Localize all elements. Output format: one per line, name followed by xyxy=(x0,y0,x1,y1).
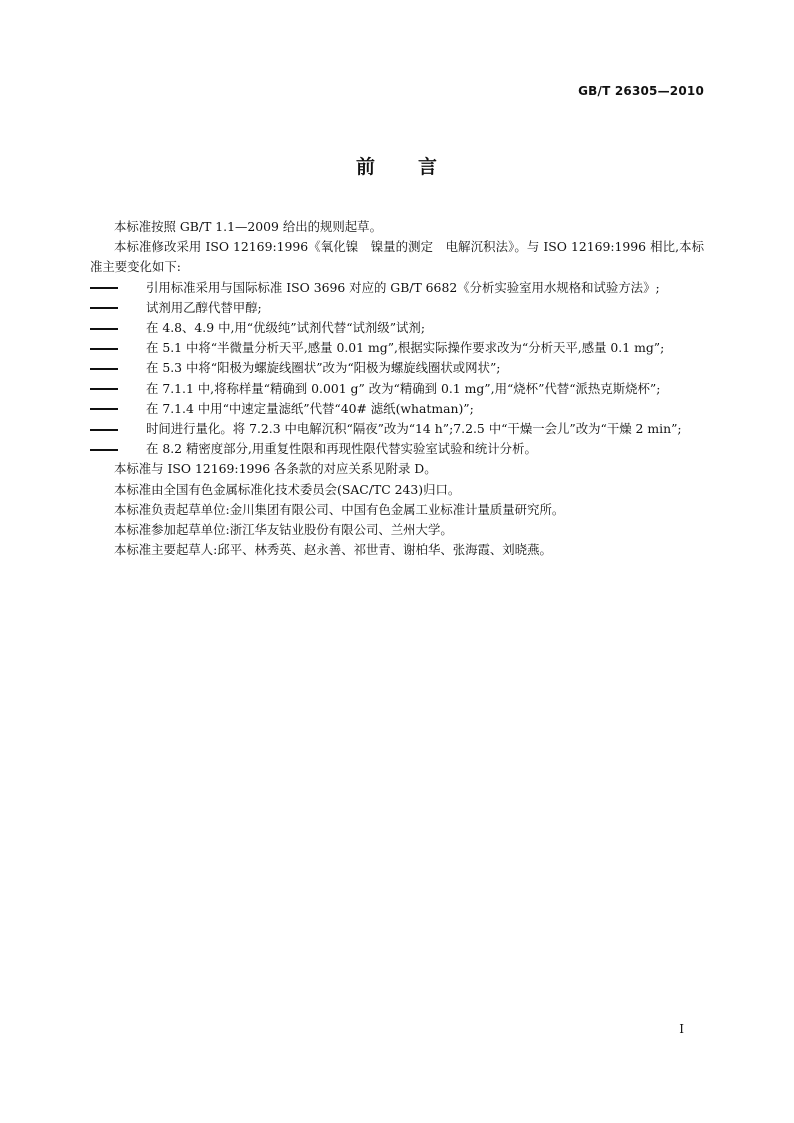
standard-code: GB/T 26305—2010 xyxy=(578,84,704,98)
paragraph-main-drafters: 本标准主要起草人:邱平、林秀英、赵永善、祁世青、谢柏华、张海霞、刘晓燕。 xyxy=(114,542,552,558)
change-item-text: 在 8.2 精密度部分,用重复性限和再现性限代替实验室试验和统计分析。 xyxy=(146,441,537,457)
dash-marker xyxy=(90,278,146,298)
change-item-text: 试剂用乙醇代替甲醇; xyxy=(146,299,262,315)
dash-marker xyxy=(90,358,146,378)
change-item-text: 在 4.8、4.9 中,用“优级纯”试剂代替“试剂级”试剂; xyxy=(146,320,425,336)
change-item xyxy=(90,338,704,358)
change-item xyxy=(90,419,704,439)
paragraph-lead-drafters: 本标准负责起草单位:金川集团有限公司、中国有色金属工业标准计量质量研究所。 xyxy=(114,501,565,517)
change-item-text: 在 5.3 中将“阳极为螺旋线圈状”改为“阳极为螺旋线圈状或网状”; xyxy=(146,360,501,376)
change-item-text: 时间进行量化。将 7.2.3 中电解沉积“隔夜”改为“14 h”;7.2.5 中“干燥一会儿”改为“干燥 2 min”; xyxy=(146,421,682,437)
page-title xyxy=(0,152,794,179)
dash-marker xyxy=(90,399,146,419)
change-item xyxy=(90,439,704,459)
paragraph-iso-adoption: 本标准修改采用 ISO 12169:1996《氧化镍 镍量的测定 电解沉积法》。与 ISO 12169:1996 相比,本标准主要变化如下: xyxy=(90,239,704,275)
dash-marker xyxy=(90,298,146,318)
paragraph-participating-drafters: 本标准参加起草单位:浙江华友钴业股份有限公司、兰州大学。 xyxy=(114,522,453,538)
dash-marker xyxy=(90,379,146,399)
paragraph-drafting-rules: 本标准按照 GB/T 1.1—2009 给出的规则起草。 xyxy=(114,219,382,234)
dash-marker xyxy=(90,419,146,439)
change-item-text: 在 5.1 中将“半微量分析天平,感量 0.01 mg”,根据实际操作要求改为“分析天平,感量 0.1 mg”; xyxy=(146,340,665,356)
change-item xyxy=(90,318,704,338)
page-title-part2: 言 xyxy=(418,156,439,178)
paragraph-annex-reference: 本标准与 ISO 12169:1996 各条款的对应关系见附录 D。 xyxy=(114,461,437,477)
change-item-text: 在 7.1.1 中,将称样量“精确到 0.001 g” 改为“精确到 0.1 mg”,用“烧杯”代替“派热克斯烧杯”; xyxy=(146,380,661,396)
change-item xyxy=(90,358,704,378)
change-item-text: 引用标准采用与国际标准 ISO 3696 对应的 GB/T 6682《分析实验室用水规格和试验方法》; xyxy=(146,279,660,295)
change-item-text: 在 7.1.4 中用“中速定量滤纸”代替“40# 滤纸(whatman)”; xyxy=(146,400,474,416)
dash-marker xyxy=(90,439,146,459)
page-number: I xyxy=(679,1022,684,1036)
change-item xyxy=(90,379,704,399)
change-item xyxy=(90,278,704,298)
foreword-body xyxy=(90,217,704,560)
paragraph-committee: 本标准由全国有色金属标准化技术委员会(SAC/TC 243)归口。 xyxy=(114,481,461,497)
dash-marker xyxy=(90,338,146,358)
dash-marker xyxy=(90,318,146,338)
page-title-part1: 前 xyxy=(355,156,376,178)
change-item xyxy=(90,298,704,318)
change-item xyxy=(90,399,704,419)
